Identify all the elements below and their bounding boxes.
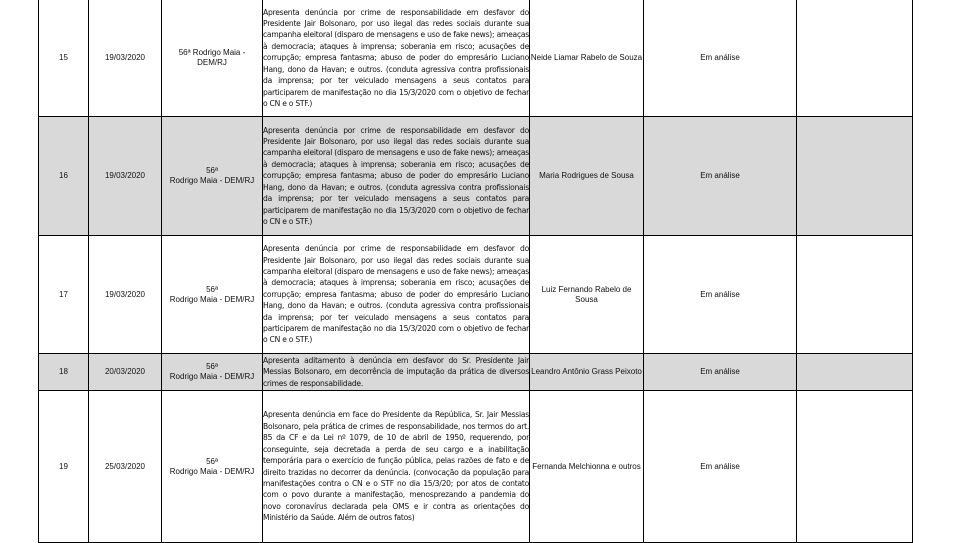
legislature-line-1: 56ª [206,284,218,294]
row-empty-cell [797,236,913,354]
row-date: 19/03/2020 [89,236,162,354]
row-date: 25/03/2020 [89,391,162,543]
row-legislature [162,117,263,236]
row-description: Apresenta denúncia por crime de responsabilidade em desfavor do Presidente Jair Bolsonaro, por uso ilegal das redes sociais durante sua campanha eleitoral (disparo de mensagens e uso de fake news); ameaças à democracia; ataques à imprensa; soberania em risco; acusações de corrupção; empresa fantasma; abuso de poder do empresário Luciano Hang, dono da Havan; e outros. (conduta agressiva contra profissionais da imprensa; por ter veiculado mensagens a seus contatos para participarem de manifestação no dia 15/3/2020 com o objetivo de fechar o CN e o STF.) [263,236,530,354]
row-description: Apresenta aditamento à denúncia em desfavor do Sr. Presidente Jair Messias Bolsonaro, em decorrência de imputação da prática de diversos crimes de responsabilidade. [263,354,530,391]
row-status: Em análise [644,236,797,354]
row-status: Em análise [644,391,797,543]
row-empty-cell [797,354,913,391]
table-row [39,391,913,543]
row-author: Leandro Antônio Grass Peixoto [530,354,644,391]
legislature-line-2: Rodrigo Maia - DEM/RJ [169,294,255,304]
legislature-line-2: Rodrigo Maia - DEM/RJ [169,466,255,476]
row-number: 15 [39,0,89,117]
row-number: 16 [39,117,89,236]
row-date: 19/03/2020 [89,0,162,117]
legislature-line-2: Rodrigo Maia - DEM/RJ [169,176,255,185]
row-description: Apresenta denúncia por crime de responsabilidade em desfavor do Presidente Jair Bolsonaro, por uso ilegal das redes sociais durante sua campanha eleitoral (disparo de mensagens e uso de fake news); ameaças à democracia; ataques à imprensa; soberania em risco; acusações de corrupção; empresa fantasma; abuso de poder do empresário Luciano Hang, dono da Havan; e outros. (conduta agressiva contra profissionais da imprensa; por ter veiculado mensagens a seus contatos para participarem de manifestação no dia 15/3/2020 com o objetivo de fechar o CN e o STF.) [263,0,530,117]
row-status: Em análise [644,354,797,391]
row-empty-cell [797,117,913,236]
row-author: Fernanda Melchionna e outros [530,391,644,543]
row-author: Luiz Fernando Rabelo de Sousa [530,236,644,354]
legislature-line-1: 56ª [206,362,218,371]
table-row [39,236,913,354]
row-status: Em análise [644,117,797,236]
legislature-line-2: Rodrigo Maia - DEM/RJ [169,372,255,381]
row-legislature [162,354,263,391]
row-author: Maria Rodrigues de Sousa [530,117,644,236]
legislature-line-2: DEM/RJ [197,58,227,67]
row-description: Apresenta denúncia por crime de responsabilidade em desfavor do Presidente Jair Bolsonaro, por uso ilegal das redes sociais durante sua campanha eleitoral (disparo de mensagens e uso de fake news); ameaças à democracia; ataques à imprensa; soberania em risco; acusações de corrupção; empresa fantasma; abuso de poder do empresário Luciano Hang, dono da Havan; e outros. (conduta agressiva contra profissionais da imprensa; por ter veiculado mensagens a seus contatos para participarem de manifestação no dia 15/3/2020 com o objetivo de fechar o CN e o STF.) [263,117,530,236]
legislature-line-1: 56ª Rodrigo Maia - [178,48,246,57]
row-legislature [162,391,263,543]
row-number: 18 [39,354,89,391]
table-row [39,354,913,391]
row-empty-cell [797,391,913,543]
table-row [39,117,913,236]
table-row [39,0,913,117]
row-date: 19/03/2020 [89,117,162,236]
row-legislature [162,236,263,354]
legislature-line-1: 56ª [206,166,218,175]
row-date: 20/03/2020 [89,354,162,391]
row-number: 19 [39,391,89,543]
row-number: 17 [39,236,89,354]
row-status: Em análise [644,0,797,117]
row-empty-cell [797,0,913,117]
row-author: Neide Liamar Rabelo de Souza [530,0,644,117]
legislature-line-1: 56ª [206,456,218,466]
row-description: Apresenta denúncia em face do Presidente da República, Sr. Jair Messias Bolsonaro, pela prática de crimes de responsabilidade, nos termos do art. 85 da CF e da Lei nº 1079, de 10 de abril de 1950, requerendo, por conseguinte, seja decretada a perda de seu cargo e a inabilitação temporária para o exercício de função pública, pelas razões de fato e de direito trazidas no decorrer da denúncia. (convocação da população para manifestações contra o CN e o STF no dia 15/3/20; por atos de contato com o povo durante a manifestação, menosprezando a pandemia do novo coronavírus declarada pela OMS e ir contra as orientações do Ministério da Saúde. Além de outros fatos) [263,391,530,543]
row-legislature [162,0,263,117]
complaints-table [38,0,913,543]
